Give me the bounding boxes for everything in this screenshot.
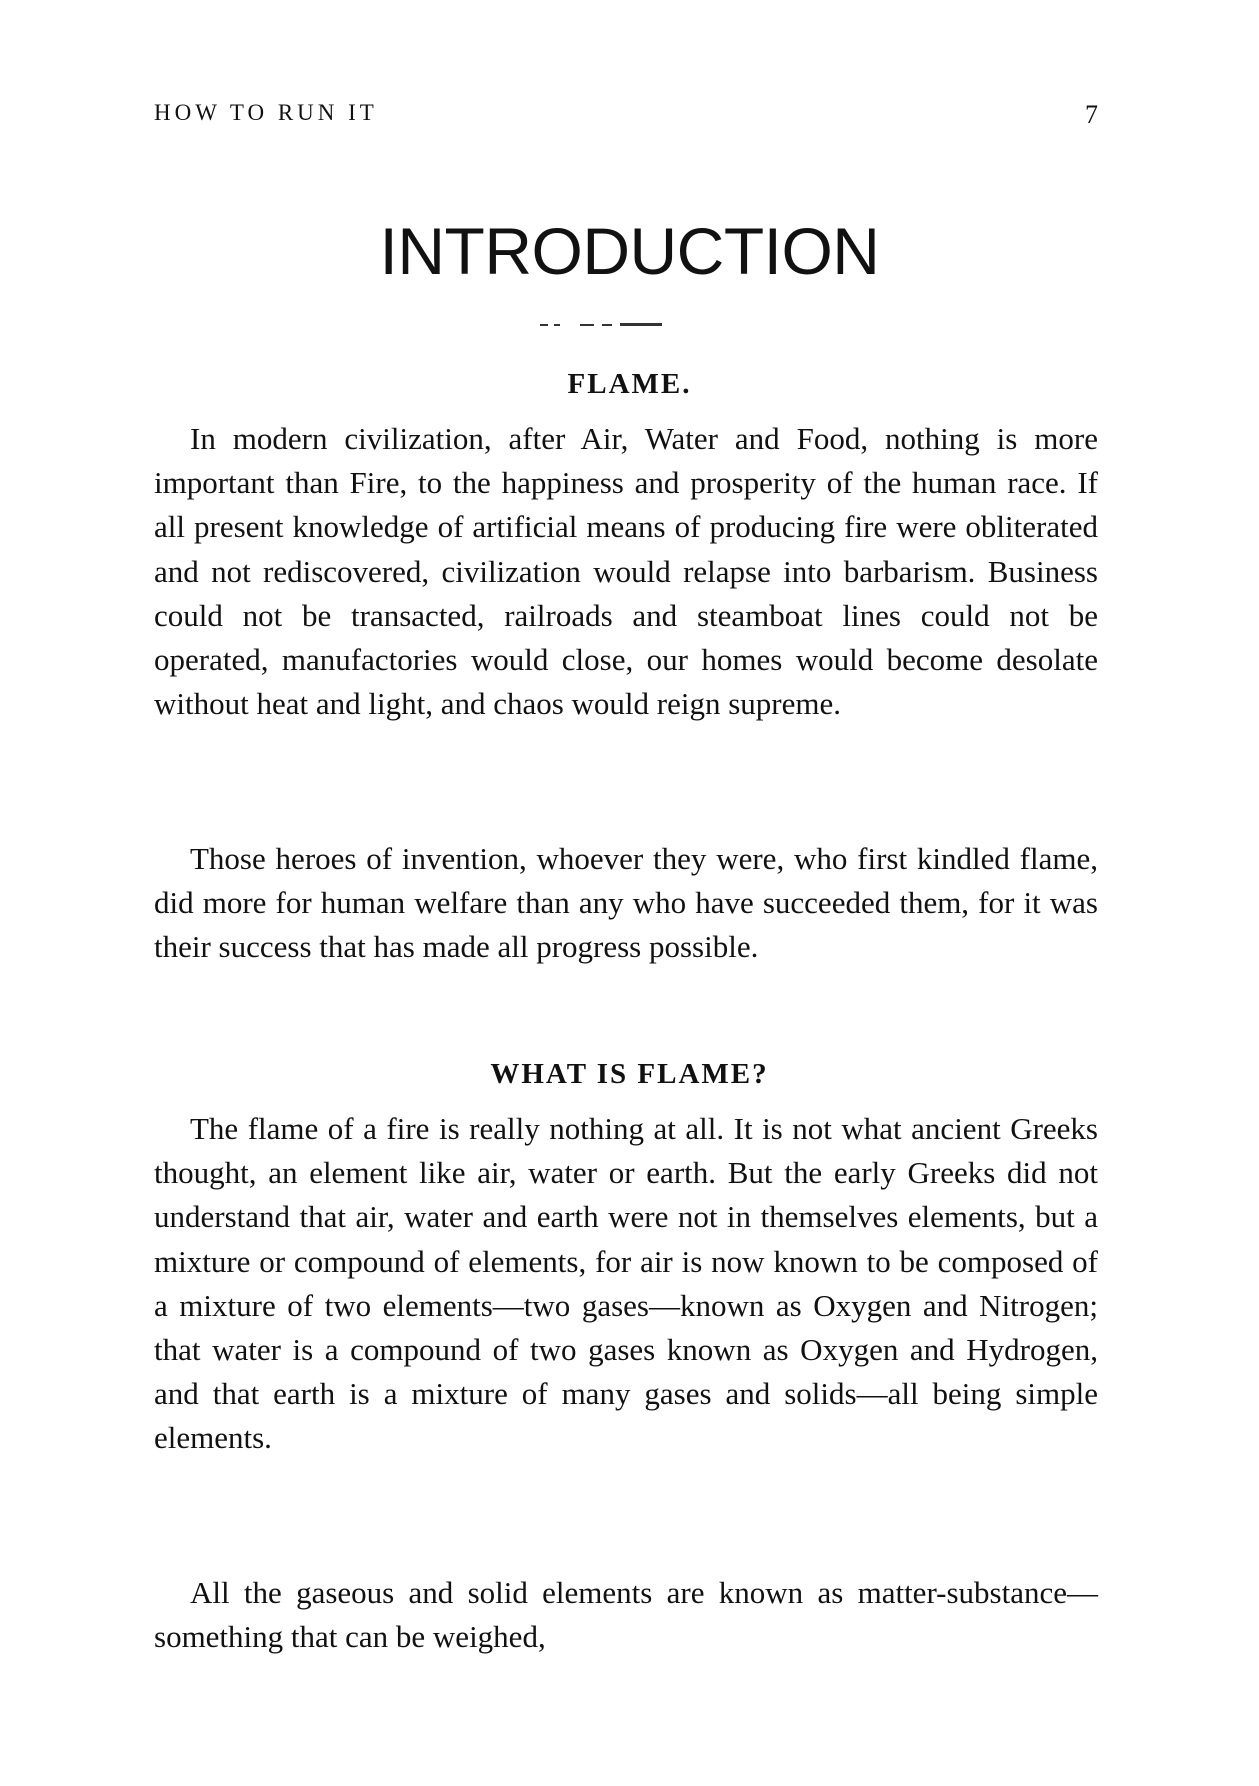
paragraph: Those heroes of invention, whoever they were, who first kindled flame, did more for human welfare than any who have succeeded them, for it was their success that has made all progress possible.: [154, 841, 1098, 965]
page-number: 7: [1085, 100, 1098, 129]
divider-ornament: [540, 322, 710, 328]
paragraph: The flame of a fire is really nothing at all. It is not what ancient Greeks thought, an element like air, water or earth. But the early Greeks did not understand that air, water and earth were not in themselves elements, but a mixture or compound of elements, for air is now known to be composed of a mixture of two elements—two gases—known as Oxygen and Nitrogen; that water is a compound of two gases known as Oxygen and Hydrogen, and that earth is a mixture of many gases and solids—all being simple elements.: [154, 1111, 1098, 1456]
running-header: [154, 100, 1098, 140]
section-heading-flame: FLAME.: [567, 368, 692, 400]
running-title: HOW TO RUN IT: [154, 100, 378, 125]
section-heading-what-is-flame: WHAT IS FLAME?: [490, 1058, 769, 1090]
paragraph: In modern civilization, after Air, Water and Food, nothing is more important than Fire, to the happiness and prosperity of the human race. If all present knowledge of artificial means of producing fire were obliterated and not rediscovered, civilization would relapse into barbarism. Business could not be transacted, railroads and steamboat lines could not be operated, manufactories would close, our homes would become desolate without heat and light, and chaos would reign supreme.: [154, 421, 1098, 722]
paragraph: All the gaseous and solid elements are known as matter-substance—something that can be weighed,: [154, 1575, 1098, 1655]
chapter-title: INTRODUCTION: [379, 214, 880, 288]
